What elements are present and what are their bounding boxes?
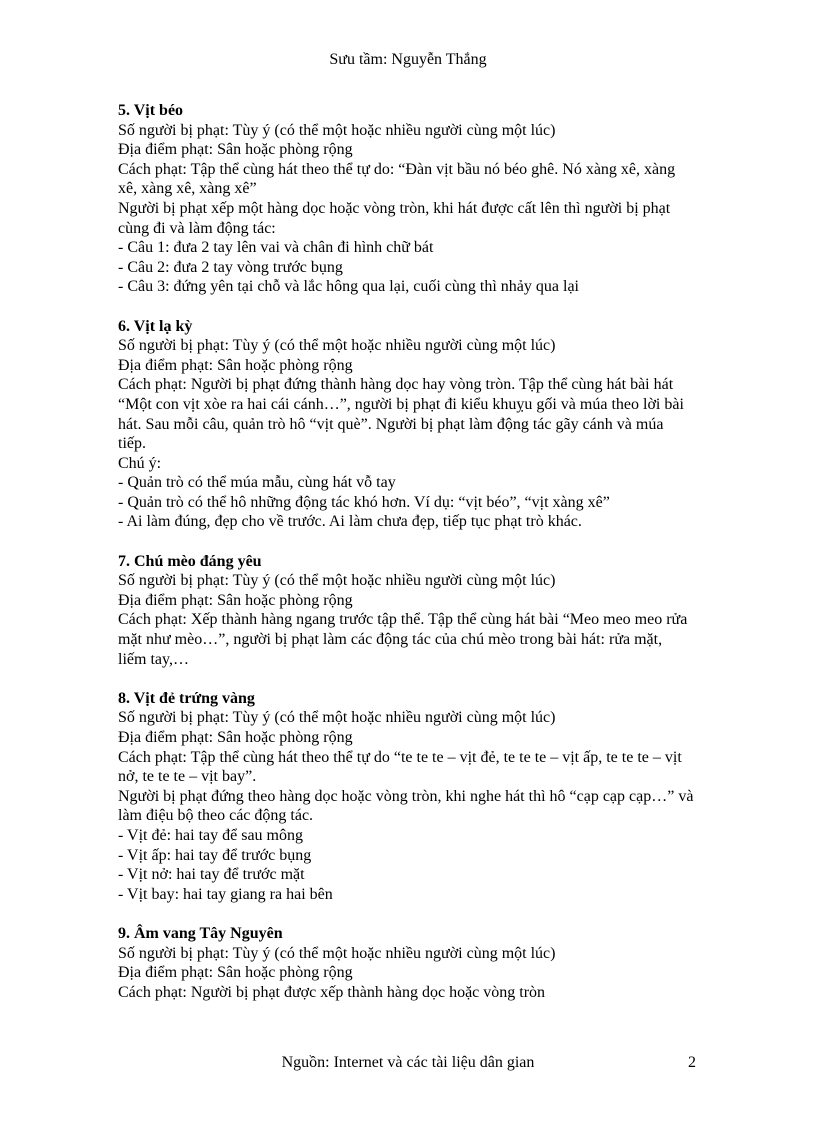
footer-source: Nguồn: Internet và các tài liệu dân gian	[281, 1054, 535, 1071]
list-item: - Ai làm đúng, đẹp cho về trước. Ai làm chưa đẹp, tiếp tục phạt trò khác.	[118, 513, 582, 531]
text-line: làm điệu bộ theo các động tác.	[118, 807, 314, 825]
text-line: Cách phạt: Người bị phạt đứng thành hàng dọc hay vòng tròn. Tập thể cùng hát bài hát	[118, 376, 674, 394]
text-line: Số người bị phạt: Tùy ý (có thể một hoặc nhiều người cùng một lúc)	[118, 709, 556, 727]
section-vit-de-trung-vang	[118, 689, 708, 905]
text-line: cùng đi và làm động tác:	[118, 219, 276, 237]
text-line: Số người bị phạt: Tùy ý (có thể một hoặc nhiều người cùng một lúc)	[118, 944, 556, 962]
list-item: - Vịt đẻ: hai tay để sau mông	[118, 826, 303, 844]
text-line: xê, xàng xê, xàng xê”	[118, 180, 257, 198]
list-item: - Câu 2: đưa 2 tay vòng trước bụng	[118, 258, 343, 276]
text-line: Chú ý:	[118, 454, 162, 472]
list-item: - Câu 3: đứng yên tại chỗ và lắc hông qua lại, cuối cùng thì nhảy qua lại	[118, 278, 579, 296]
section-title: 6. Vịt lạ kỳ	[118, 317, 193, 335]
list-item: - Vịt nở: hai tay để trước mặt	[118, 866, 305, 884]
section-title: 8. Vịt đẻ trứng vàng	[118, 689, 255, 707]
list-item: - Vịt ấp: hai tay để trước bụng	[118, 846, 312, 864]
section-am-vang-tay-nguyen	[118, 924, 708, 1002]
text-line: hát. Sau mỗi câu, quản trò hô “vịt què”. Người bị phạt làm động tác gãy cánh và múa	[118, 415, 664, 433]
list-item: - Vịt bay: hai tay giang ra hai bên	[118, 885, 333, 903]
section-title: 9. Âm vang Tây Nguyên	[118, 924, 283, 942]
list-item: - Quản trò có thể hô những động tác khó hơn. Ví dụ: “vịt béo”, “vịt xàng xê”	[118, 493, 610, 511]
text-line: Người bị phạt đứng theo hàng dọc hoặc vòng tròn, khi nghe hát thì hô “cạp cạp cạp…” và	[118, 787, 694, 805]
section-chu-meo-dang-yeu	[118, 552, 708, 670]
text-line: Số người bị phạt: Tùy ý (có thể một hoặc nhiều người cùng một lúc)	[118, 121, 556, 139]
text-line: Địa điểm phạt: Sân hoặc phòng rộng	[118, 591, 353, 609]
list-item: - Quản trò có thể múa mẫu, cùng hát vỗ tay	[118, 474, 396, 492]
text-line: Cách phạt: Xếp thành hàng ngang trước tập thể. Tập thể cùng hát bài “Meo meo meo rửa	[118, 611, 688, 629]
text-line: Địa điểm phạt: Sân hoặc phòng rộng	[118, 964, 353, 982]
section-vit-la-ky	[118, 317, 708, 533]
text-line: Địa điểm phạt: Sân hoặc phòng rộng	[118, 729, 353, 746]
text-line: Cách phạt: Tập thể cùng hát theo thể tự do “te te te – vịt đẻ, te te te – vịt ấp, te te te – vịt	[118, 748, 682, 766]
text-line: Địa điểm phạt: Sân hoặc phòng rộng	[118, 141, 353, 159]
text-line: Người bị phạt xếp một hàng dọc hoặc vòng tròn, khi hát được cất lên thì người bị phạt	[118, 199, 671, 217]
text-line: Địa điểm phạt: Sân hoặc phòng rộng	[118, 356, 353, 374]
text-line: Số người bị phạt: Tùy ý (có thể một hoặc nhiều người cùng một lúc)	[118, 337, 556, 355]
text-line: mặt như mèo…”, người bị phạt làm các động tác của chú mèo trong bài hát: rửa mặt,	[118, 631, 663, 649]
page-header: Sưu tầm: Nguyễn Thắng	[329, 51, 487, 68]
text-line: nở, te te te – vịt bay”.	[118, 768, 257, 786]
section-title: 5. Vịt béo	[118, 102, 184, 119]
section-vit-beo	[118, 101, 708, 297]
text-line: liếm tay,…	[118, 650, 189, 668]
text-line: tiếp.	[118, 435, 146, 453]
document-body	[118, 101, 708, 1022]
list-item: - Câu 1: đưa 2 tay lên vai và chân đi hình chữ bát	[118, 239, 434, 257]
section-title: 7. Chú mèo đáng yêu	[118, 552, 262, 570]
text-line: Cách phạt: Tập thể cùng hát theo thể tự do: “Đàn vịt bầu nó béo ghê. Nó xàng xê, xàng	[118, 160, 676, 178]
text-line: “Một con vịt xòe ra hai cái cánh…”, người bị phạt đi kiểu khuỵu gối và múa theo lời bài	[118, 395, 684, 413]
page-number: 2	[688, 1054, 696, 1071]
text-line: Cách phạt: Người bị phạt được xếp thành hàng dọc hoặc vòng tròn	[118, 983, 546, 1001]
text-line: Số người bị phạt: Tùy ý (có thể một hoặc nhiều người cùng một lúc)	[118, 572, 556, 590]
